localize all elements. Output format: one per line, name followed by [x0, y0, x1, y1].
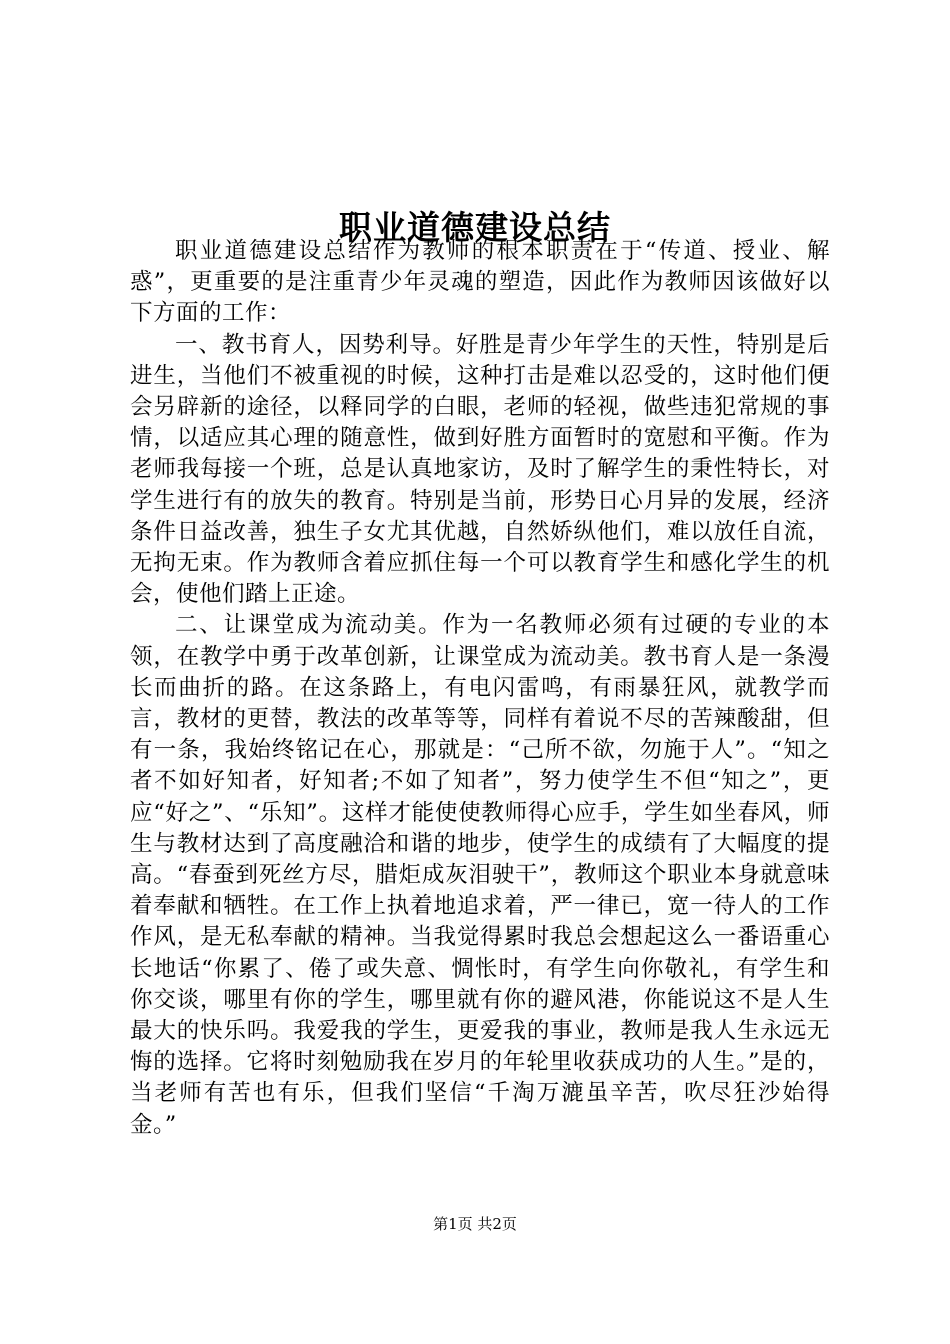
paragraph-section-2: 二、让课堂成为流动美。作为一名教师必须有过硬的专业的本领，在教学中勇于改革创新，让课堂成为流动美。教书育人是一条漫长而曲折的路。在这条路上，有电闪雷鸣，有雨暴狂风，就教学而言，教材的更替，教法的改革等等，同样有着说不尽的苦辣酸甜，但有一条，我始终铭记在心，那就是：“己所不欲，勿施于人”。“知之者不如好知者，好知者;不如了知者”，努力使学生不但“知之”，更应“好之”、“乐知”。这样才能使使教师得心应手，学生如坐春风，师生与教材达到了高度融洽和谐的地步，使学生的成绩有了大幅度的提高。“春蚕到死丝方尽，腊炬成灰泪驶干”，教师这个职业本身就意味着奉献和牺牲。在工作上执着地追求着，严一律已，宽一待人的工作作风，是无私奉献的精神。当我觉得累时我总会想起这么一番语重心长地话“你累了、倦了或失意、惆怅时，有学生向你敬礼，有学生和你交谈，哪里有你的学生，哪里就有你的避风港，你能说这不是人生最大的快乐吗。我爱我的学生，更爱我的事业，教师是我人生永远无悔的选择。它将时刻勉励我在岁月的年轮里收获成功的人生。”是的，当老师有苦也有乐，但我们坚信“千淘万漉虽辛苦，吹尽狂沙始得金。” — [130, 612, 830, 1138]
paragraph-section-1: 一、教书育人，因势利导。好胜是青少年学生的天性，特别是后进生，当他们不被重视的时候，这种打击是难以忍受的，这时他们便会另辟新的途径，以释同学的白眼，老师的轻视，做些违犯常规的事情，以适应其心理的随意性，做到好胜方面暂时的宽慰和平衡。作为老师我每接一个班，总是认真地家访，及时了解学生的秉性特长，对学生进行有的放失的教育。特别是当前，形势日心月异的发展，经济条件日益改善，独生子女尤其优越，自然娇纵他们，难以放任自流，无拘无束。作为教师含着应抓住每一个可以教育学生和感化学生的机会，使他们踏上正途。 — [130, 331, 830, 608]
page-number: 第1页 共2页 — [433, 1215, 517, 1233]
page-footer — [0, 1214, 950, 1234]
paragraph-intro: 职业道德建设总结作为教师的根本职责在于“传道、授业、解惑”，更重要的是注重青少年灵魂的塑造，因此作为教师因该做好以下方面的工作： — [130, 238, 830, 327]
document-body — [130, 236, 830, 1141]
document-title: 职业道德建设总结 — [339, 208, 611, 248]
